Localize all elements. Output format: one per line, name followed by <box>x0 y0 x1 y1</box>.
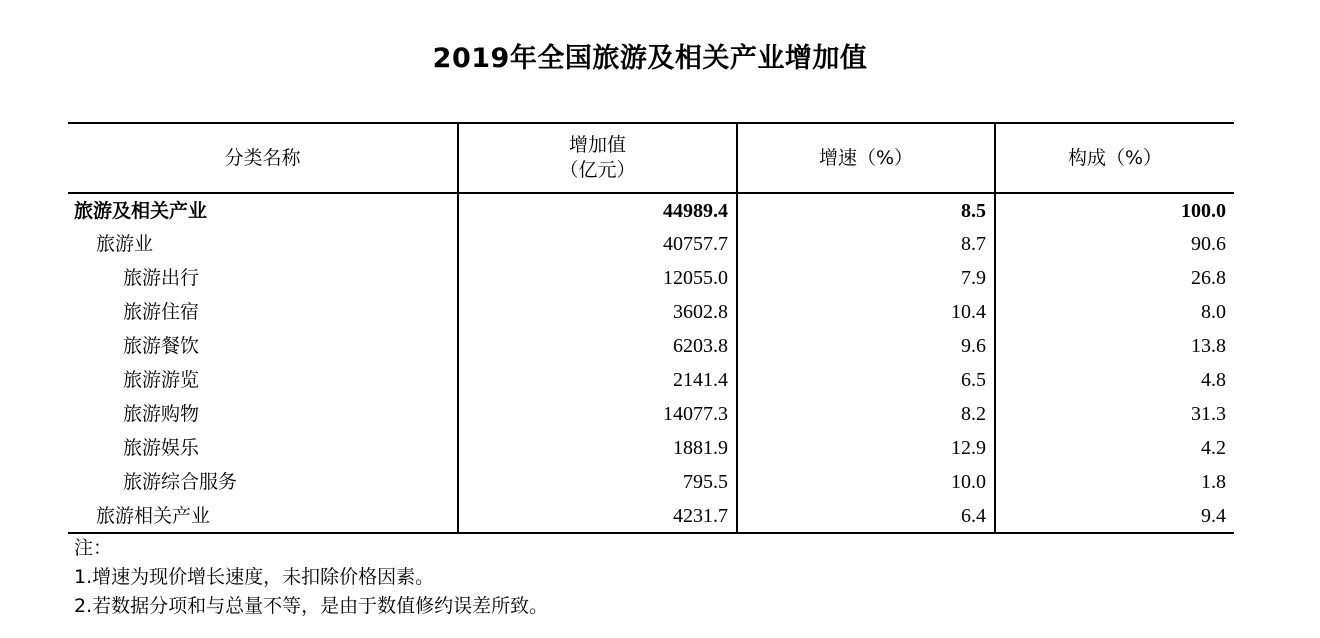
row-growth: 8.7 <box>737 227 995 261</box>
row-growth: 8.5 <box>737 193 995 227</box>
row-growth: 10.4 <box>737 295 995 329</box>
table-row <box>68 261 1234 295</box>
row-category: 旅游出行 <box>123 267 200 289</box>
row-value: 40757.7 <box>458 227 737 261</box>
table-row <box>68 295 1234 329</box>
tourism-value-added-table <box>68 122 1234 534</box>
row-growth: 7.9 <box>737 261 995 295</box>
header-share: 构成（%） <box>995 123 1234 193</box>
row-share: 4.2 <box>995 431 1234 465</box>
row-value: 12055.0 <box>458 261 737 295</box>
header-category: 分类名称 <box>68 123 458 193</box>
row-category: 旅游综合服务 <box>123 471 238 493</box>
header-value-line2: （亿元） <box>559 159 636 181</box>
note-item: 2.若数据分项和与总量不等，是由于数值修约误差所致。 <box>74 595 549 617</box>
row-growth: 9.6 <box>737 329 995 363</box>
row-value: 3602.8 <box>458 295 737 329</box>
row-share: 13.8 <box>995 329 1234 363</box>
table-row <box>68 431 1234 465</box>
header-value-added <box>458 123 737 193</box>
row-value: 795.5 <box>458 465 737 499</box>
row-share: 1.8 <box>995 465 1234 499</box>
table-row <box>68 397 1234 431</box>
row-growth: 12.9 <box>737 431 995 465</box>
header-growth: 增速（%） <box>737 123 995 193</box>
table-row <box>68 329 1234 363</box>
row-share: 4.8 <box>995 363 1234 397</box>
row-value: 1881.9 <box>458 431 737 465</box>
table-row <box>68 499 1234 533</box>
row-growth: 6.5 <box>737 363 995 397</box>
row-growth: 6.4 <box>737 499 995 533</box>
note-item: 1.增速为现价增长速度，未扣除价格因素。 <box>74 566 435 588</box>
row-growth: 8.2 <box>737 397 995 431</box>
row-value: 2141.4 <box>458 363 737 397</box>
row-category: 旅游游览 <box>123 369 200 391</box>
page-title: 2019年全国旅游及相关产业增加值 <box>432 43 868 74</box>
table-row <box>68 193 1234 227</box>
row-value: 4231.7 <box>458 499 737 533</box>
row-value: 14077.3 <box>458 397 737 431</box>
row-share: 8.0 <box>995 295 1234 329</box>
footnotes <box>74 534 548 621</box>
row-category: 旅游及相关产业 <box>74 199 208 222</box>
table-row <box>68 227 1234 261</box>
row-growth: 10.0 <box>737 465 995 499</box>
table-row <box>68 363 1234 397</box>
table-header-row <box>68 123 1234 193</box>
row-share: 26.8 <box>995 261 1234 295</box>
header-value-line1: 增加值 <box>568 134 626 156</box>
row-category: 旅游业 <box>96 233 154 255</box>
row-category: 旅游娱乐 <box>123 437 200 459</box>
row-share: 90.6 <box>995 227 1234 261</box>
row-share: 9.4 <box>995 499 1234 533</box>
row-category: 旅游餐饮 <box>123 335 200 357</box>
row-category: 旅游购物 <box>123 403 200 425</box>
notes-heading: 注： <box>74 537 113 559</box>
row-share: 31.3 <box>995 397 1234 431</box>
row-value: 44989.4 <box>458 193 737 227</box>
row-category: 旅游相关产业 <box>68 499 458 533</box>
table-row <box>68 465 1234 499</box>
row-share: 100.0 <box>995 193 1234 227</box>
row-category: 旅游住宿 <box>123 301 200 323</box>
row-value: 6203.8 <box>458 329 737 363</box>
